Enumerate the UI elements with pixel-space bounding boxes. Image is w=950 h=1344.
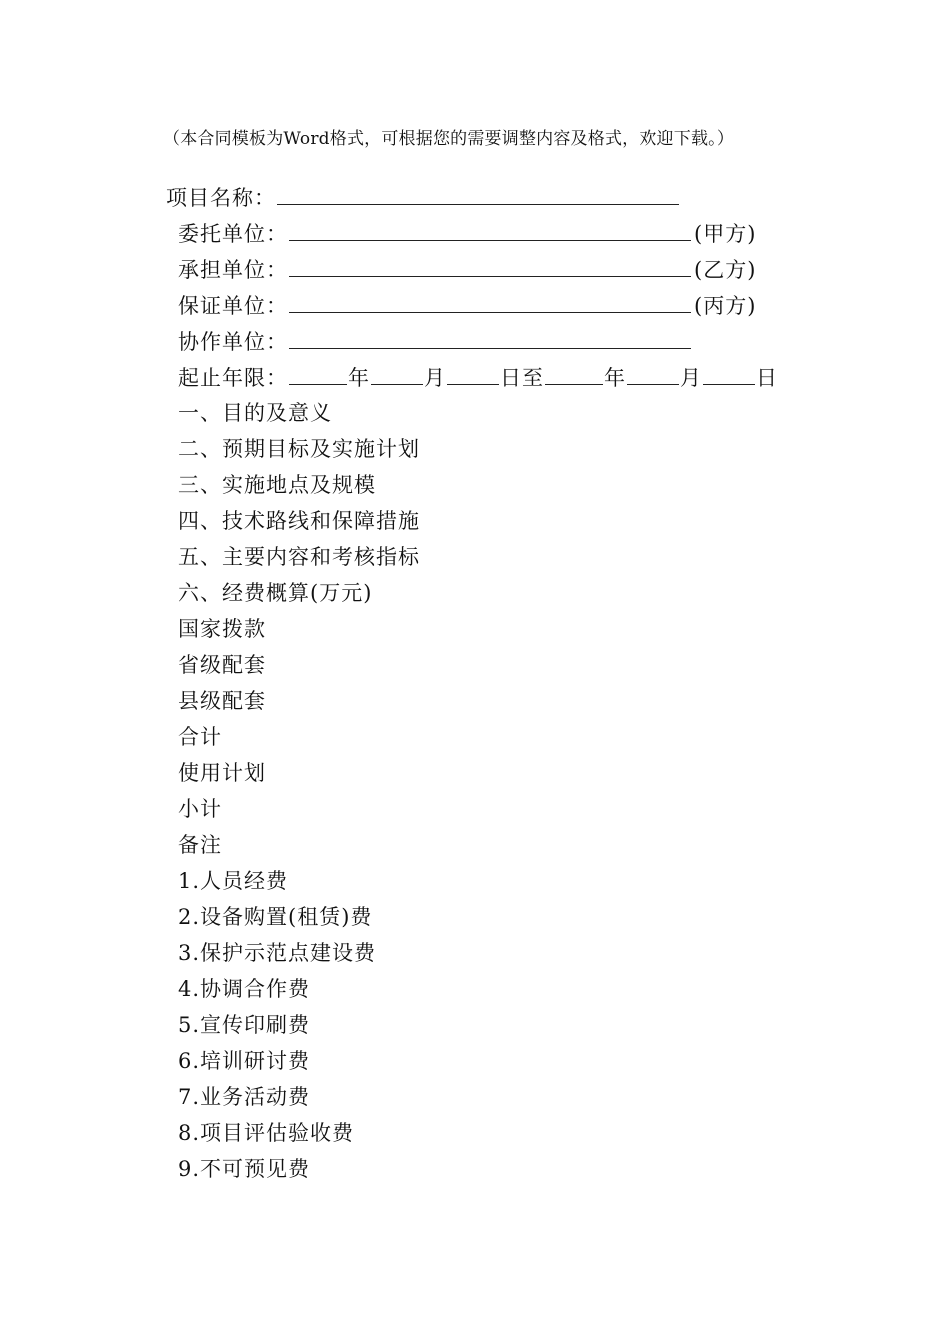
start-month-unit: 月 (424, 366, 446, 390)
end-year-blank[interactable] (545, 364, 603, 385)
party-c-suffix: (丙方) (694, 294, 757, 318)
start-year-unit: 年 (348, 366, 370, 390)
end-day-unit: 日 (756, 366, 778, 390)
funding-item: 县级配套 (178, 689, 266, 713)
end-month-unit: 月 (680, 366, 702, 390)
client-unit-blank[interactable] (289, 220, 691, 241)
end-year-unit: 年 (604, 366, 626, 390)
undertaking-unit-blank[interactable] (289, 256, 691, 277)
section-heading: 六、经费概算(万元) (178, 581, 373, 605)
end-day-blank[interactable] (703, 364, 755, 385)
end-month-blank[interactable] (627, 364, 679, 385)
funding-item: 备注 (178, 833, 222, 857)
field-label: 委托单位： (178, 222, 288, 246)
section-heading: 四、技术路线和保障措施 (178, 509, 420, 533)
field-label: 协作单位： (178, 330, 288, 354)
funding-item: 小计 (178, 797, 222, 821)
party-b-suffix: (乙方) (694, 258, 757, 282)
cooperation-unit-blank[interactable] (289, 328, 691, 349)
field-label: 承担单位： (178, 258, 288, 282)
expense-item: 1.人员经费 (178, 869, 289, 893)
field-label: 项目名称： (166, 186, 276, 210)
expense-item: 8.项目评估验收费 (178, 1121, 355, 1145)
start-month-blank[interactable] (371, 364, 423, 385)
start-day-blank[interactable] (447, 364, 499, 385)
funding-item: 国家拨款 (178, 617, 266, 641)
party-a-suffix: (甲方) (694, 222, 757, 246)
expense-item: 2.设备购置(租赁)费 (178, 905, 373, 929)
period-label: 起止年限： (178, 366, 288, 390)
expense-item: 9.不可预见费 (178, 1157, 311, 1181)
section-heading: 五、主要内容和考核指标 (178, 545, 420, 569)
funding-item: 省级配套 (178, 653, 266, 677)
expense-item: 4.协调合作费 (178, 977, 311, 1001)
field-client-unit (178, 220, 756, 247)
field-undertaking-unit (178, 256, 756, 283)
expense-item: 7.业务活动费 (178, 1085, 311, 1109)
expense-item: 3.保护示范点建设费 (178, 941, 377, 965)
expense-item: 6.培训研讨费 (178, 1049, 311, 1073)
section-heading: 二、预期目标及实施计划 (178, 437, 420, 461)
start-day-to: 日至 (500, 366, 544, 390)
field-guarantee-unit (178, 292, 756, 319)
section-heading: 一、目的及意义 (178, 401, 332, 425)
guarantee-unit-blank[interactable] (289, 292, 691, 313)
field-period (178, 364, 778, 391)
field-cooperation-unit (178, 328, 692, 355)
start-year-blank[interactable] (289, 364, 347, 385)
template-notice: （本合同模板为Word格式，可根据您的需要调整内容及格式，欢迎下载。） (163, 129, 735, 149)
funding-item: 使用计划 (178, 761, 266, 785)
expense-item: 5.宣传印刷费 (178, 1013, 311, 1037)
funding-item: 合计 (178, 725, 222, 749)
field-project-name (166, 184, 680, 211)
project-name-blank[interactable] (277, 184, 679, 205)
field-label: 保证单位： (178, 294, 288, 318)
section-heading: 三、实施地点及规模 (178, 473, 376, 497)
